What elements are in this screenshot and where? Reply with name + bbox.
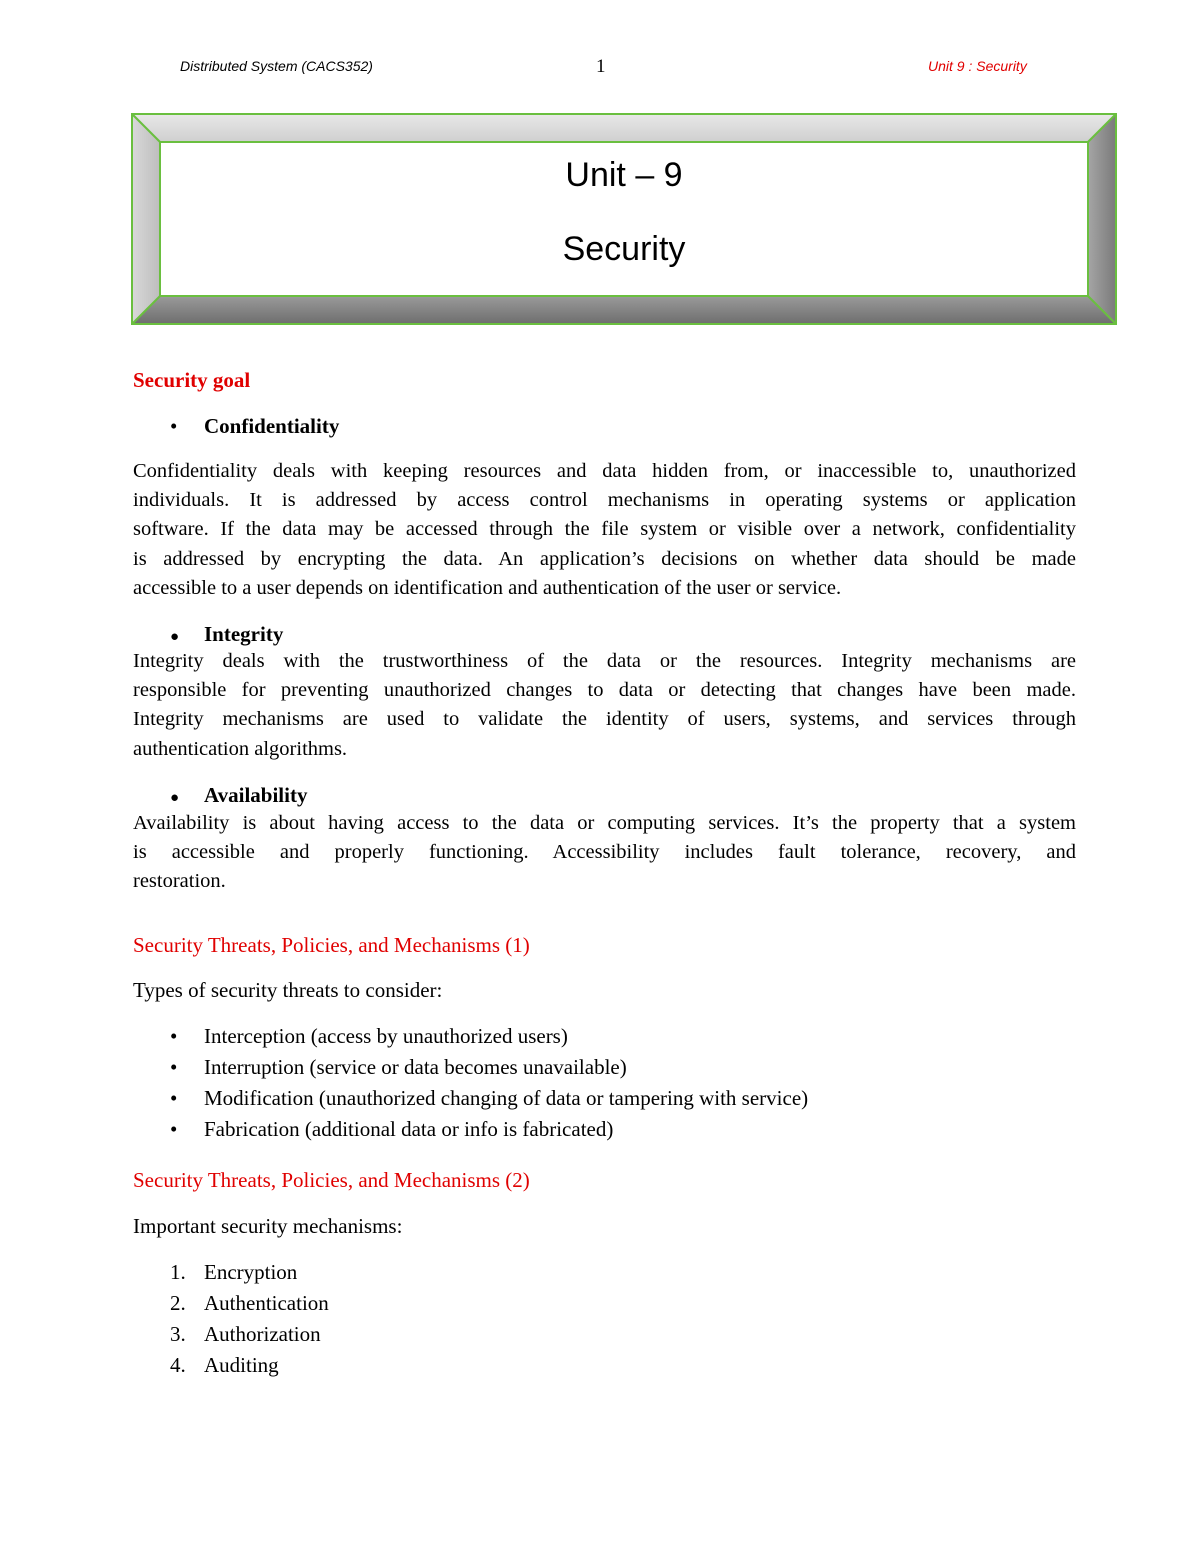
paragraph-line: Confidentiality deals with keeping resources and data hidden from, or inaccessible to, unauthorized (133, 460, 1076, 482)
integrity-title: Integrity (204, 622, 284, 646)
threats-1-intro: Types of security threats to consider: (133, 978, 443, 1002)
number-marker: 4. (170, 1353, 186, 1377)
integrity-heading (170, 622, 283, 647)
list-item-text: Modification (unauthorized changing of data or tampering with service) (204, 1086, 809, 1110)
list-item-text: Interception (access by unauthorized users) (204, 1024, 568, 1048)
list-item-text: Interruption (service or data becomes unavailable) (204, 1055, 627, 1079)
page-header-left: Distributed System (CACS352) (180, 58, 373, 74)
availability-heading (170, 783, 307, 808)
list-item-text: Authentication (204, 1291, 329, 1315)
paragraph-line: authentication algorithms. (133, 737, 348, 760)
threat-types-list (170, 1021, 808, 1145)
number-marker: 3. (170, 1322, 186, 1346)
unit-title: Unit – 9 (565, 156, 683, 194)
paragraph-line: software. If the data may be accessed through the file system or visible over a network, confidentiality (133, 518, 1076, 541)
list-item (170, 1114, 808, 1145)
list-item (170, 1052, 808, 1083)
bevel-top (132, 114, 1116, 142)
paragraph-line: accessible to a user depends on identification and authentication of the user or service. (133, 576, 842, 599)
paragraph-line: Availability is about having access to the data or computing services. It’s the property that a system (133, 812, 1076, 834)
bullet-marker: ● (170, 629, 180, 645)
confidentiality-heading (170, 414, 339, 439)
title-bevel-frame (131, 113, 1117, 325)
list-item (170, 1257, 329, 1288)
bullet-marker: ● (170, 790, 180, 806)
unit-subtitle: Security (562, 230, 686, 268)
list-item (170, 1021, 808, 1052)
list-item-text: Authorization (204, 1322, 321, 1346)
threats-2-intro: Important security mechanisms: (133, 1214, 403, 1238)
integrity-paragraph (133, 647, 1076, 764)
confidentiality-title: Confidentiality (204, 414, 340, 438)
bullet-marker: • (170, 1055, 178, 1079)
page-header-right: Unit 9 : Security (928, 58, 1027, 74)
list-item (170, 1288, 329, 1319)
paragraph-line: is addressed by encrypting the data. An application’s decisions on whether data should be made (133, 547, 1076, 570)
security-mechanisms-list (170, 1257, 329, 1381)
list-item (170, 1319, 329, 1350)
number-marker: 2. (170, 1291, 186, 1315)
paragraph-line: is accessible and properly functioning. Accessibility includes fault tolerance, recovery, and (133, 841, 1076, 864)
bullet-marker: • (170, 1117, 178, 1141)
threats-1-heading: Security Threats, Policies, and Mechanisms (1) (133, 933, 530, 957)
bevel-bottom (132, 296, 1116, 324)
bullet-marker: • (170, 1086, 178, 1110)
availability-title: Availability (204, 783, 308, 807)
availability-paragraph (133, 809, 1076, 897)
paragraph-line: responsible for preventing unauthorized changes to data or detecting that changes have been made. (133, 679, 1076, 702)
paragraph-line: Integrity mechanisms are used to validate the identity of users, systems, and services through (133, 708, 1076, 731)
paragraph-line: individuals. It is addressed by access control mechanisms in operating systems or application (133, 489, 1076, 512)
list-item-text: Fabrication (additional data or info is fabricated) (204, 1117, 614, 1141)
threats-2-heading: Security Threats, Policies, and Mechanisms (2) (133, 1168, 530, 1192)
list-item-text: Encryption (204, 1260, 298, 1284)
page-number: 1 (596, 56, 606, 77)
paragraph-line: restoration. (133, 870, 226, 893)
list-item-text: Auditing (204, 1353, 279, 1377)
bevel-left (132, 114, 160, 324)
bevel-right (1088, 114, 1116, 324)
list-item (170, 1350, 329, 1381)
list-item (170, 1083, 808, 1114)
security-goal-heading: Security goal (133, 368, 251, 392)
bullet-marker: • (170, 414, 178, 438)
number-marker: 1. (170, 1260, 186, 1284)
bullet-marker: • (170, 1024, 178, 1048)
paragraph-line: Integrity deals with the trustworthiness of the data or the resources. Integrity mechanisms are (133, 650, 1076, 672)
confidentiality-paragraph (133, 457, 1076, 603)
